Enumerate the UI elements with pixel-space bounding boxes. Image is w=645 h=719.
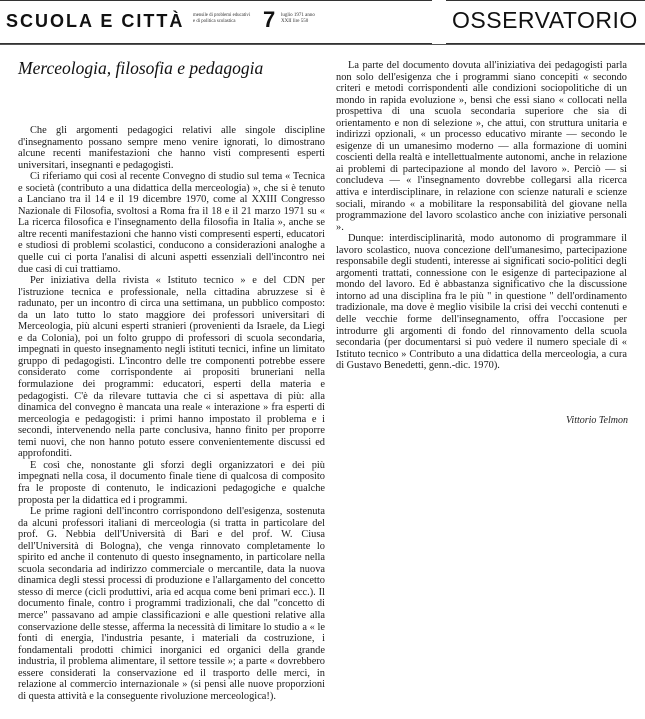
left-column [18, 125, 325, 702]
paragraph: Dunque: interdisciplinarità, modo autonomo di programmare il lavoro scolastico, nuova concezione dell'umanesimo, partecipazione responsabile degli studenti, interesse ai significati socio-politici degli argomenti trattati, connessione con le esigenze di partecipazione al mondo del lavoro. Ed è abbastanza significativo che la discussione intorno ad una disciplina fra le più " in questione " dell'ordinamento tradizionale, ma dove è meglio visibile la crisi dei vecchi contenuti e delle vecchie forme dell'insegnamento, offra l'occasione per introdurre gli argomenti di fondo del rinnovamento della scuola secondaria (per documentarsi si può vedere il numero speciale di « Istituto tecnico » Contributo a una didattica della merceologia, a cura di Gustavo Benedetti, genn.-dic. 1970). [336, 233, 627, 372]
section-bar [446, 0, 645, 44]
paragraph: La parte del documento dovuta all'iniziativa dei pedagogisti parla non solo dell'esigenza che i programmi siano concepiti « secondo criteri e metodi corrispondenti alle condizioni sociopolitiche di un mondo in rapida evoluzione », bensì che essi siano « collocati nella prospettiva di una scuola secondaria superiore che sia di orientamento e non di selezione », che attui, con struttura unitaria e indirizzi opzionali, « un processo educativo mirante — secondo le esigenze di un umanesimo moderno — alla formazione di uomini coscienti della realtà e intellettualmente autonomi, anche in relazione ai problemi di partecipazione al mondo del lavoro ». Perciò — si concludeva — « l'insegnamento dovrebbe collegarsi alla ricerca attiva e interdisciplinare, in relazione con scienze naturali e scienze sociali, mirando « a mobilitare la responsabilità del giovane nella programmazione del lavoro scolastico anche con iniziative personali ». [336, 60, 627, 233]
issue-number: 7 [263, 7, 276, 32]
header-rule [0, 44, 645, 45]
issue-meta: luglio 1971 anno XXII lire 550 [281, 13, 315, 24]
masthead-bar [0, 0, 432, 44]
paragraph: E così che, nonostante gli sforzi degli organizzatori e dei più impegnati nella cosa, il documento finale tiene di qualcosa di composito fra le proposte di contenuto, le indicazioni pedagogiche e qualche proposta per la didattica ed i programmi. [18, 459, 325, 506]
author-signature: Vittorio Telmon [566, 415, 628, 426]
paragraph: Che gli argomenti pedagogici relativi alle singole discipline d'insegnamento possano sempre meno venire ignorati, lo dimostrano alcune recenti manifestazioni che hanno visti compresenti esperti universitari, insegnanti e pedagogisti. [18, 125, 325, 171]
masthead-subtitle: mensile di problemi educativi e di politica scolastica [193, 13, 251, 24]
article-title: Merceologia, filosofia e pedagogia [18, 58, 264, 78]
paragraph: Ci riferiamo qui così al recente Convegno di studio sul tema « Tecnica e società (contributo a una didattica della merceologia) », che si è tenuto a Lanciano tra il 14 e il 19 dicembre 1970, come al XXIII Congresso Nazionale di Filosofia, svoltosi a Roma fra il 18 e il 21 marzo 1971 su « La ricerca filosofica e l'insegnamento della filosofia in Italia », anche se altre recenti manifestazioni che hanno visti compresenti esperti, educatori e studiosi di problemi scolastici, conducono a considerazioni analoghe a quelle cui ci porta l'analisi di alcuni aspetti essenziali dell'incontro nei due casi di cui trattiamo. [18, 171, 325, 275]
right-column [336, 60, 627, 372]
masthead-title: SCUOLA E CITTÀ [6, 11, 185, 31]
paragraph: Le prime ragioni dell'incontro corrispondono dell'esigenza, sostenuta da alcuni professori italiani di merceologia (si tratta in particolare del prof. G. Nebbia dell'Università di Bari e del prof. W. Ciusa dell'Università di Bologna), che venga rinnovato completamente lo spirito ed anche il contenuto di questo insegnamento, in particolare nella scuola secondaria ad indirizzo commerciale o mercantile, data la nuova dinamica degli stessi processi di produzione e l'allargamento del concetto stesso di merce (cicli produttivi, aria ed acqua come beni primari ecc.). Il documento finale, contro i programmi tradizionali, che dal "concetto di merce" passavano ad ampie classificazioni e alle questioni relative alla conservazione delle stesse, afferma la necessità di limitare lo studio a « le fonti di energia, l'industria pesante, i materiali da costruzione, i fondamentali prodotti chimici inorganici ed organici della grande industria, il problema alimentare, il settore tessile »; a parte « dovrebbero essere considerati la conservazione ed il trasporto delle merci, in relazione al commercio internazionale » (si pensi alle nuove proporzioni di questa attività e la conseguente rivoluzione merceologica!). [18, 506, 325, 702]
paragraph: Per iniziativa della rivista « Istituto tecnico » e del CDN per l'istruzione tecnica e professionale, nella cittadina abruzzese si è radunato, per un incontro di circa una settimana, un pubblico composto: da un lato tutto lo stato maggiore dei professori universitari di Merceologia, più alcuni esperti stranieri (provenienti da Israele, da Liegi e da Colonia), poi un folto gruppo di professori di scuola secondaria, impegnati in questo insegnamento negli istituti tecnici, infine un limitato gruppo di pedagogisti. L'incontro delle tre componenti potrebbe essere considerato come corrispondente ai propositi bruneriani nella formulazione dei programmi: educatori, esperti della materia e pedagogisti. C'è da rilevare tuttavia che ci si aspettava di più: alla dinamica del convegno è mancata una reale « interazione » fra esperti di merceologia e pedagogisti: i primi hanno impostato il problema e i secondi, intervenendo nella parte conclusiva, hanno finito per proporre temi nuovi, che non hanno potuto essere convenientemente discussi ed approfonditi. [18, 275, 325, 460]
section-title: OSSERVATORIO [452, 7, 638, 33]
